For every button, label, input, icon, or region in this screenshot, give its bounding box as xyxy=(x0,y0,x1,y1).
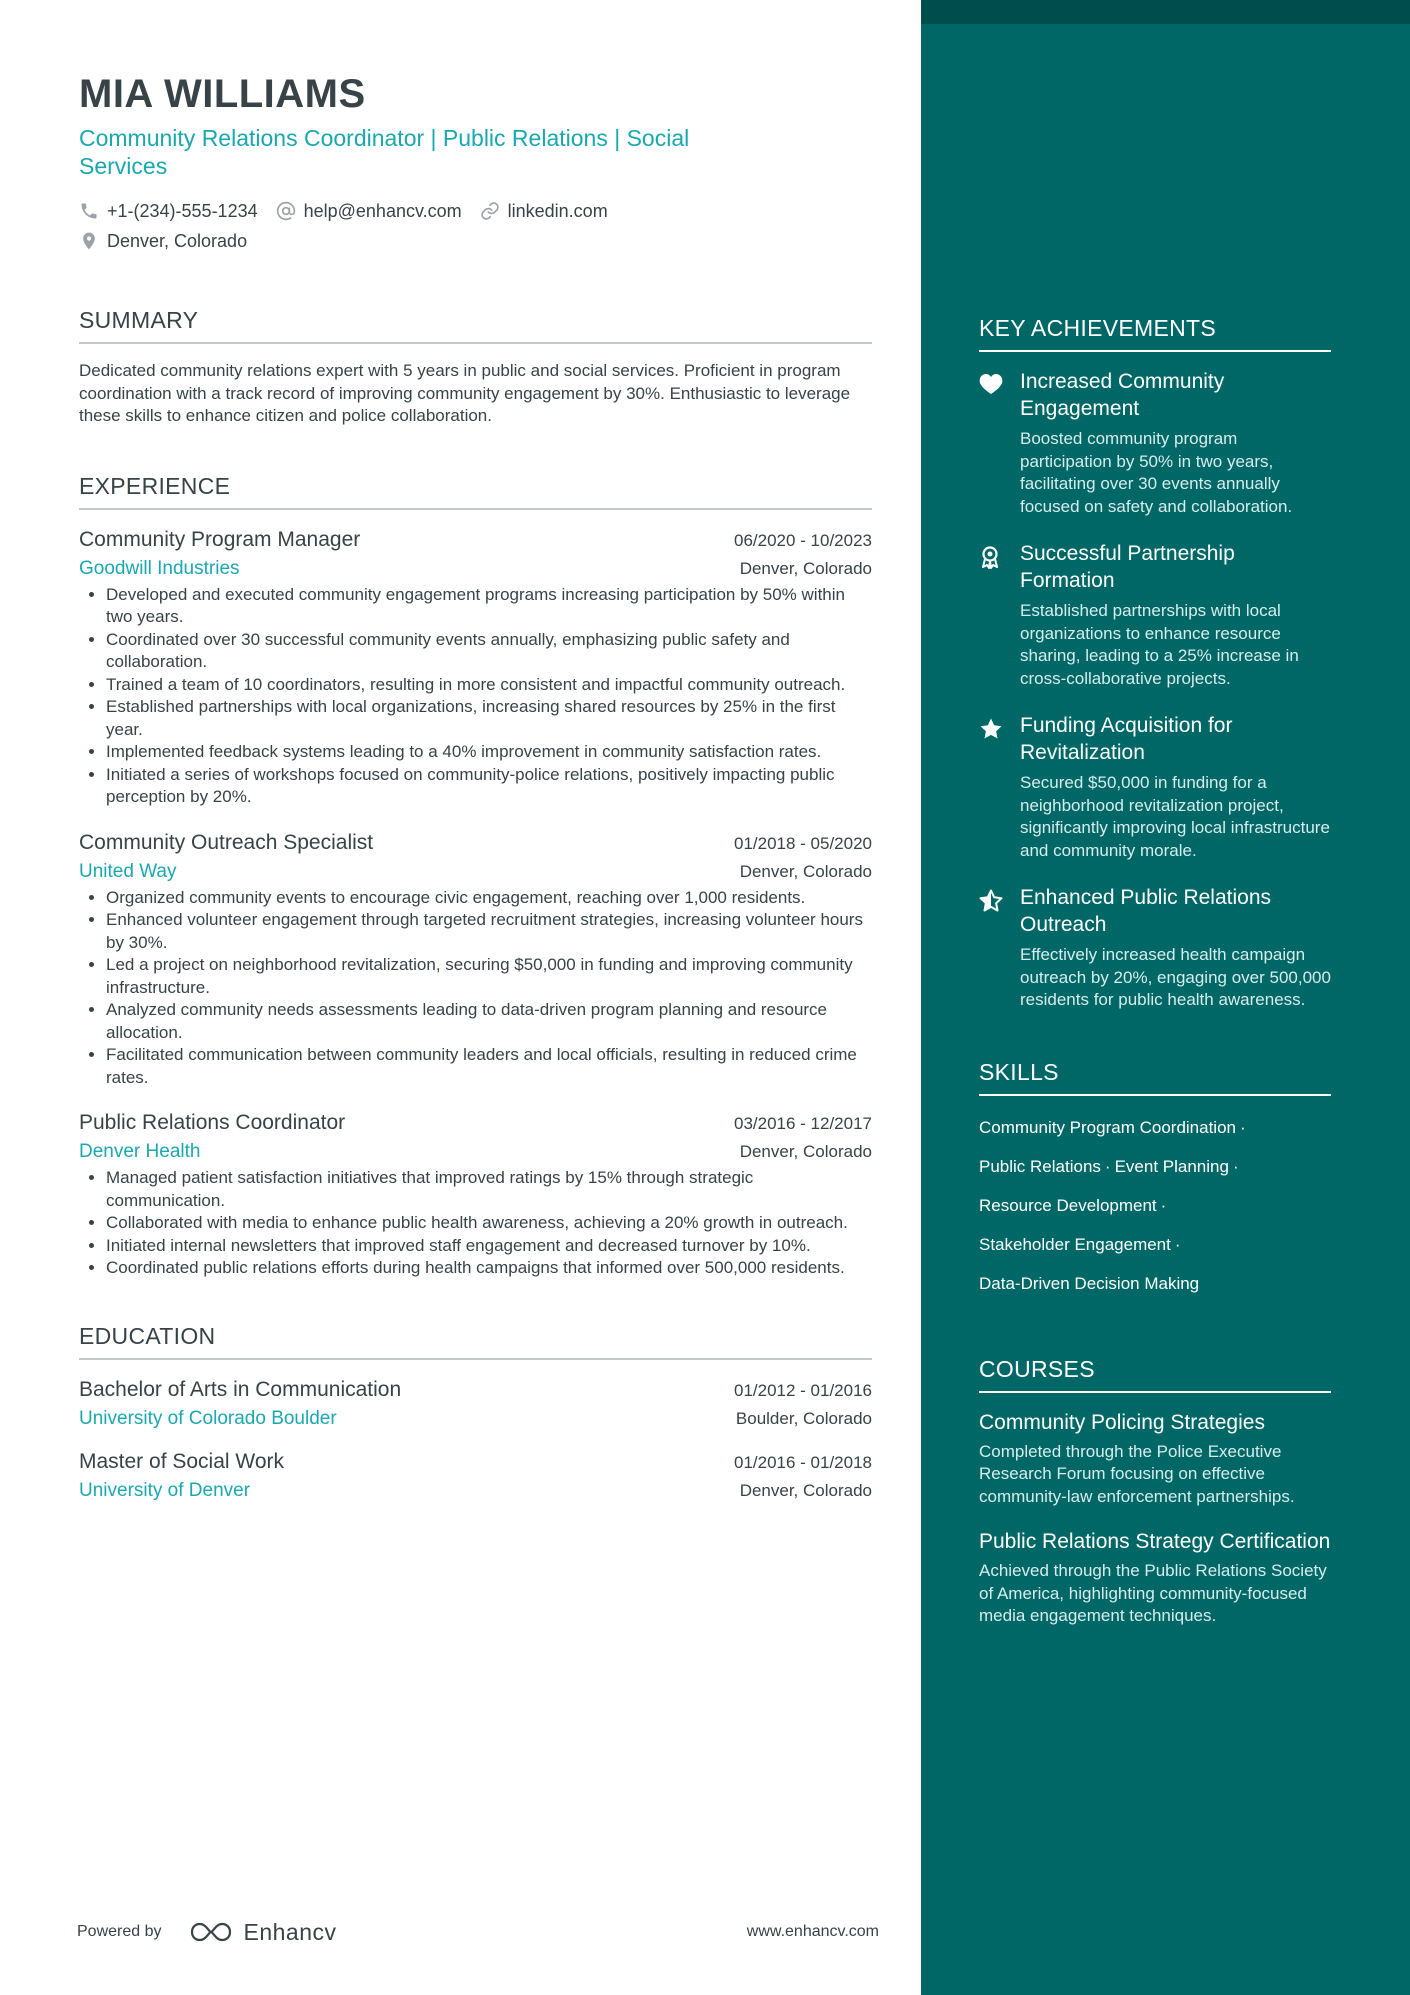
email-contact[interactable] xyxy=(276,196,462,226)
location-text: Denver, Colorado xyxy=(107,231,248,251)
achievement-item xyxy=(979,368,1331,518)
experience-title: EXPERIENCE xyxy=(79,472,872,510)
achievements-section xyxy=(979,314,1331,1012)
job-bullets xyxy=(79,584,872,809)
bullet-item: • Coordinated over 30 successful community events annually, emphasizing public safety and collaboration. xyxy=(106,629,872,674)
bullet-item: • Developed and executed community engagement programs increasing participation by 50% within two years. xyxy=(106,584,872,629)
summary-text: Dedicated community relations expert with 5 years in public and social services. Proficient in program coordination with a track record of improving community engagement by 30%. Enthusiastic to leverage these skills to enhance citizen and police collaboration. xyxy=(79,361,851,425)
job-dates: 06/2020 - 10/2023 xyxy=(733,530,872,550)
sidebar-top-bar xyxy=(921,0,1410,24)
main-column xyxy=(79,68,872,1502)
education-title: EDUCATION xyxy=(79,1322,872,1360)
experience-item xyxy=(79,829,872,1090)
powered-by-text: Powered by xyxy=(77,1923,162,1940)
bullet-item: • Enhanced volunteer engagement through targeted recruitment strategies, increasing volunteer hours by 30%. xyxy=(106,909,872,954)
courses-section xyxy=(979,1355,1331,1628)
achievement-title: Successful Partnership Formation xyxy=(1020,542,1235,592)
half-star-icon xyxy=(979,889,1003,913)
degree: Master of Social Work xyxy=(79,1449,285,1473)
skills-section xyxy=(979,1058,1331,1303)
sidebar xyxy=(921,0,1410,1995)
heart-icon xyxy=(979,373,1003,395)
company-name: Goodwill Industries xyxy=(79,557,240,579)
course-description: Achieved through the Public Relations Society of America, highlighting community-focused media engagement techniques. xyxy=(979,1561,1327,1625)
achievement-title: Increased Community Engagement xyxy=(1020,370,1225,420)
skill-item: Data-Driven Decision Making xyxy=(979,1273,1200,1293)
brand-name: Enhancv xyxy=(243,1918,337,1945)
achievement-title: Enhanced Public Relations Outreach xyxy=(1020,886,1271,936)
bullet-item: • Initiated internal newsletters that improved staff engagement and decreased turnover by 10%. xyxy=(106,1235,872,1258)
education-location: Denver, Colorado xyxy=(739,1480,872,1500)
phone-contact[interactable] xyxy=(79,196,258,226)
school-name: University of Colorado Boulder xyxy=(79,1407,337,1429)
website-link[interactable]: www.enhancv.com xyxy=(746,1923,879,1940)
job-title: Community Outreach Specialist xyxy=(79,830,374,854)
bullet-item: • Led a project on neighborhood revitalization, securing $50,000 in funding and improving community infrastructure. xyxy=(106,954,872,999)
bullet-item: • Coordinated public relations efforts during health campaigns that informed over 500,000 residents. xyxy=(106,1257,872,1280)
contact-info xyxy=(79,196,872,256)
education-dates: 01/2016 - 01/2018 xyxy=(733,1452,872,1472)
skills-title: SKILLS xyxy=(979,1058,1331,1096)
courses-title: COURSES xyxy=(979,1355,1331,1393)
location-pin-icon xyxy=(79,231,99,251)
summary-title: SUMMARY xyxy=(79,306,872,344)
job-bullets xyxy=(79,1167,872,1280)
star-icon xyxy=(979,717,1003,741)
enhancv-logo[interactable] xyxy=(188,1919,337,1946)
candidate-name: MIA WILLIAMS xyxy=(79,72,366,116)
job-location: Denver, Colorado xyxy=(739,1142,872,1161)
bullet-item: • Analyzed community needs assessments leading to data-driven program planning and resource allocation. xyxy=(106,999,872,1044)
degree: Bachelor of Arts in Communication xyxy=(79,1377,402,1401)
school-name: University of Denver xyxy=(79,1479,251,1501)
linkedin-contact[interactable] xyxy=(480,196,608,226)
education-item xyxy=(79,1448,872,1502)
education-item xyxy=(79,1376,872,1430)
achievement-item xyxy=(979,540,1331,690)
achievement-description: Established partnerships with local organizations to enhance resource sharing, leading to a 25% increase in cross-collaborative projects. xyxy=(1020,601,1299,688)
skill-item: Resource Development xyxy=(979,1195,1157,1215)
bullet-item: • Organized community events to encourage civic engagement, reaching over 1,000 residents. xyxy=(106,887,872,910)
skill-item: Event Planning xyxy=(1114,1156,1229,1176)
course-item xyxy=(979,1409,1331,1509)
footer xyxy=(77,1912,879,1952)
company-name: United Way xyxy=(79,860,177,882)
achievement-title: Funding Acquisition for Revitalization xyxy=(1020,714,1233,764)
achievements-title: KEY ACHIEVEMENTS xyxy=(979,314,1331,352)
skill-item: Stakeholder Engagement xyxy=(979,1234,1171,1254)
education-dates: 01/2012 - 01/2016 xyxy=(733,1380,872,1400)
phone-text: +1-(234)-555-1234 xyxy=(107,201,258,221)
experience-section xyxy=(79,472,872,1280)
award-icon xyxy=(979,545,1001,569)
bullet-item: • Facilitated communication between community leaders and local officials, resulting in reduced crime rates. xyxy=(106,1044,872,1089)
bullet-item: • Trained a team of 10 coordinators, resulting in more consistent and impactful community outreach. xyxy=(106,674,872,697)
bullet-item: • Initiated a series of workshops focused on community-police relations, positively impacting public perception by 20%. xyxy=(106,764,872,809)
education-section xyxy=(79,1322,872,1502)
job-title: Public Relations Coordinator xyxy=(79,1111,346,1134)
job-location: Denver, Colorado xyxy=(739,558,872,578)
job-bullets xyxy=(79,887,872,1090)
email-text: help@enhancv.com xyxy=(303,201,462,221)
phone-icon xyxy=(79,201,99,221)
bullet-item: • Managed patient satisfaction initiatives that improved ratings by 15% through strategic communication. xyxy=(106,1167,872,1212)
headline: Community Relations Coordinator | Public Relations | Social Services xyxy=(79,125,690,179)
infinity-logo-icon xyxy=(188,1920,234,1944)
summary-section xyxy=(79,306,872,428)
experience-item xyxy=(79,526,872,809)
achievement-item xyxy=(979,884,1331,1012)
skill-item: Public Relations xyxy=(979,1156,1101,1176)
location-contact xyxy=(79,226,247,256)
linkedin-text: linkedin.com xyxy=(507,201,608,221)
job-title: Community Program Manager xyxy=(79,527,361,551)
achievement-item xyxy=(979,712,1331,862)
job-dates: 01/2018 - 05/2020 xyxy=(733,833,872,853)
job-dates: 03/2016 - 12/2017 xyxy=(733,1114,872,1133)
bullet-item: • Collaborated with media to enhance public health awareness, achieving a 20% growth in outreach. xyxy=(106,1212,872,1235)
achievement-description: Secured $50,000 in funding for a neighborhood revitalization project, significantly improving local infrastructure and community morale. xyxy=(1020,773,1330,860)
skill-item: Community Program Coordination xyxy=(979,1117,1236,1137)
link-icon xyxy=(480,201,500,221)
course-title: Community Policing Strategies xyxy=(979,1410,1265,1434)
experience-item xyxy=(79,1109,872,1280)
education-location: Boulder, Colorado xyxy=(735,1408,872,1428)
course-item xyxy=(979,1528,1331,1628)
bullet-item: • Established partnerships with local organizations, increasing shared resources by 25% in the first year. xyxy=(106,696,872,741)
at-icon xyxy=(276,201,296,221)
achievement-description: Boosted community program participation by 50% in two years, facilitating over 30 events annually focused on safety and collaboration. xyxy=(1020,429,1293,516)
course-title: Public Relations Strategy Certification xyxy=(979,1530,1331,1553)
bullet-item: • Implemented feedback systems leading to a 40% improvement in community satisfaction rates. xyxy=(106,741,872,764)
company-name: Denver Health xyxy=(79,1141,201,1162)
skills-list: Community Program Coordination · Public Relations · Event Planning · Resource Development · Stakeholder Engagement · Data-Driven Decision Making xyxy=(979,1117,1246,1293)
job-location: Denver, Colorado xyxy=(739,861,872,881)
course-description: Completed through the Police Executive Research Forum focusing on effective community-law enforcement partnerships. xyxy=(979,1441,1295,1506)
achievement-description: Effectively increased health campaign outreach by 20%, engaging over 500,000 residents for public health awareness. xyxy=(1020,945,1331,1009)
